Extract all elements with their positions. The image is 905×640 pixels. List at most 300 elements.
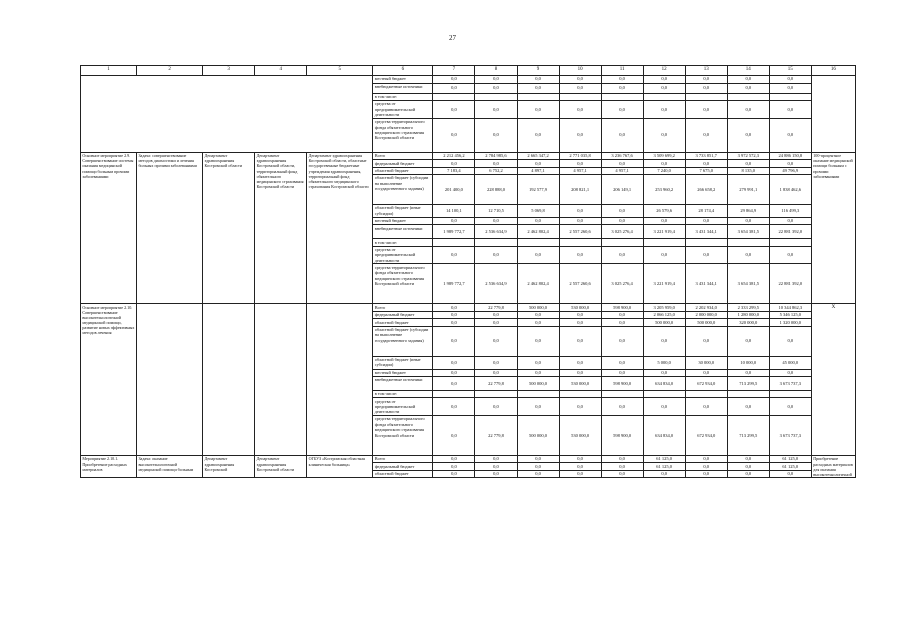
value-cell: 0,0 xyxy=(601,83,643,93)
value-cell: 0,0 xyxy=(685,398,727,416)
value-cell: 2 333 299,5 xyxy=(727,304,769,311)
funding-source-label: средства от предпринимательской деятельности xyxy=(373,100,433,118)
value-cell: 0,0 xyxy=(601,160,643,167)
value-cell: 10 000,0 xyxy=(727,356,769,369)
value-cell: 0,0 xyxy=(601,311,643,318)
column-header: 13 xyxy=(685,66,727,76)
funding-source-label: Всего xyxy=(373,152,433,159)
column-header: 15 xyxy=(769,66,811,76)
value-cell: 0,0 xyxy=(643,100,685,118)
value-cell: 253 960,2 xyxy=(643,175,685,205)
value-cell: 0,0 xyxy=(643,218,685,225)
value-cell: 0,0 xyxy=(475,118,517,152)
value-cell: 0,0 xyxy=(643,83,685,93)
value-cell: 0,0 xyxy=(727,470,769,477)
value-cell: 0,0 xyxy=(559,326,601,356)
value-cell: 0,0 xyxy=(475,456,517,463)
value-cell: 29 864,9 xyxy=(727,205,769,218)
value-cell: 0,0 xyxy=(517,326,559,356)
value-cell: 22 881 392,0 xyxy=(769,264,811,304)
value-cell: 1 989 772,7 xyxy=(433,264,475,304)
value-cell: 0,0 xyxy=(601,118,643,152)
value-cell: 0,0 xyxy=(433,377,475,391)
column-header: 8 xyxy=(475,66,517,76)
value-cell: 0,0 xyxy=(433,100,475,118)
value-cell: 3 654 381,5 xyxy=(727,225,769,239)
table-row xyxy=(81,456,856,463)
column-header: 14 xyxy=(727,66,769,76)
value-cell xyxy=(433,93,475,100)
value-cell: 0,0 xyxy=(685,470,727,477)
funding-source-label: средства территориального фонда обязательного медицинского страхования Костромской области xyxy=(373,264,433,304)
value-cell: 634 834,0 xyxy=(643,377,685,391)
value-cell: 6 752,2 xyxy=(475,167,517,174)
value-cell: 500 000,0 xyxy=(685,319,727,326)
value-cell: 0,0 xyxy=(517,75,559,83)
value-cell: 26 579,6 xyxy=(643,205,685,218)
value-cell: 7 240,0 xyxy=(643,167,685,174)
value-cell: 0,0 xyxy=(433,118,475,152)
value-cell: 713 299,5 xyxy=(727,416,769,456)
value-cell: 0,0 xyxy=(601,463,643,470)
value-cell: 0,0 xyxy=(559,356,601,369)
value-cell xyxy=(769,239,811,246)
value-cell: 22 779,8 xyxy=(475,377,517,391)
value-cell: 0,0 xyxy=(517,369,559,376)
value-cell: 0,0 xyxy=(433,456,475,463)
value-cell: 2 557 260,6 xyxy=(559,264,601,304)
value-cell: 2 212 456,2 xyxy=(433,152,475,159)
column-header: 16 xyxy=(811,66,855,76)
value-cell: 0,0 xyxy=(475,218,517,225)
funding-source-label: внебюджетные источники xyxy=(373,225,433,239)
funding-source-label: федеральный бюджет xyxy=(373,311,433,318)
value-cell: 0,0 xyxy=(769,369,811,376)
value-cell: 0,0 xyxy=(559,369,601,376)
expected-result: X xyxy=(811,304,855,456)
value-cell xyxy=(559,93,601,100)
task-description: Задача: оказание высокотехнологичной медицинской помощи больным xyxy=(137,456,203,478)
value-cell xyxy=(475,239,517,246)
value-cell: 0,0 xyxy=(433,160,475,167)
value-cell xyxy=(769,391,811,398)
value-cell xyxy=(433,239,475,246)
value-cell: 0,0 xyxy=(433,470,475,477)
value-cell: 61 125,0 xyxy=(643,463,685,470)
funding-source-label: Всего xyxy=(373,456,433,463)
funding-source-label: областной бюджет xyxy=(373,319,433,326)
value-cell: 0,0 xyxy=(601,398,643,416)
column-header: 2 xyxy=(137,66,203,76)
value-cell: 530 000,0 xyxy=(559,377,601,391)
value-cell: 30 000,0 xyxy=(685,356,727,369)
value-cell xyxy=(601,93,643,100)
value-cell: 116 499,3 xyxy=(769,205,811,218)
value-cell: 0,0 xyxy=(475,100,517,118)
value-cell: 0,0 xyxy=(769,326,811,356)
value-cell: 0,0 xyxy=(433,398,475,416)
value-cell: 0,0 xyxy=(769,75,811,83)
value-cell: 0,0 xyxy=(475,83,517,93)
value-cell: 4 957,1 xyxy=(559,167,601,174)
value-cell: 192 577,9 xyxy=(517,175,559,205)
value-cell: 5 000,0 xyxy=(643,356,685,369)
column-header: 6 xyxy=(373,66,433,76)
value-cell: 598 900,0 xyxy=(601,377,643,391)
value-cell: 0,0 xyxy=(727,218,769,225)
value-cell: 0,0 xyxy=(433,304,475,311)
value-cell: 28 174,4 xyxy=(685,205,727,218)
value-cell: 2 536 634,9 xyxy=(475,225,517,239)
value-cell: 500 000,0 xyxy=(517,377,559,391)
value-cell xyxy=(517,93,559,100)
value-cell: 0,0 xyxy=(517,463,559,470)
value-cell: 672 934,0 xyxy=(685,416,727,456)
value-cell: 0,0 xyxy=(559,118,601,152)
value-cell: 0,0 xyxy=(727,398,769,416)
value-cell: 598 900,0 xyxy=(601,304,643,311)
activity-name: Основное мероприятие 2.10. Совершенствование высокотехнологичной медицинской помощи, развитие новых эффективных методов лечения xyxy=(81,304,137,456)
funding-source-label: Всего xyxy=(373,304,433,311)
value-cell: 3 733 851,7 xyxy=(685,152,727,159)
value-cell: 3 236 767,6 xyxy=(601,152,643,159)
value-cell: 61 125,0 xyxy=(769,456,811,463)
value-cell: 0,0 xyxy=(601,356,643,369)
value-cell: 500 000,0 xyxy=(517,416,559,456)
value-cell: 3 221 919,4 xyxy=(643,225,685,239)
value-cell: 2 066 125,0 xyxy=(643,311,685,318)
value-cell: 0,0 xyxy=(475,326,517,356)
value-cell: 2 665 347,2 xyxy=(517,152,559,159)
value-cell: 0,0 xyxy=(433,246,475,264)
value-cell: 0,0 xyxy=(475,356,517,369)
value-cell: 61 125,0 xyxy=(643,456,685,463)
value-cell: 0,0 xyxy=(727,100,769,118)
value-cell: 0,0 xyxy=(685,326,727,356)
column-header: 7 xyxy=(433,66,475,76)
value-cell: 0,0 xyxy=(517,160,559,167)
funding-source-label: областной бюджет (иные субсидии) xyxy=(373,205,433,218)
value-cell: 0,0 xyxy=(727,160,769,167)
value-cell: 0,0 xyxy=(685,160,727,167)
value-cell: 0,0 xyxy=(727,326,769,356)
value-cell xyxy=(643,93,685,100)
value-cell xyxy=(769,93,811,100)
value-cell: 0,0 xyxy=(517,470,559,477)
value-cell: 0,0 xyxy=(559,100,601,118)
value-cell: 4 897,1 xyxy=(517,167,559,174)
value-cell: 500 000,0 xyxy=(517,304,559,311)
value-cell: 0,0 xyxy=(517,83,559,93)
value-cell: 5 346 125,0 xyxy=(769,311,811,318)
value-cell: 2 462 802,4 xyxy=(517,225,559,239)
task-description xyxy=(137,304,203,456)
value-cell: 0,0 xyxy=(643,398,685,416)
value-cell xyxy=(727,239,769,246)
value-cell: 0,0 xyxy=(601,246,643,264)
value-cell: 530 000,0 xyxy=(559,304,601,311)
value-cell: 530 000,0 xyxy=(559,416,601,456)
value-cell xyxy=(601,391,643,398)
value-cell: 3 972 572,3 xyxy=(727,152,769,159)
value-cell: 0,0 xyxy=(559,398,601,416)
value-cell xyxy=(685,391,727,398)
value-cell: 266 658,2 xyxy=(685,175,727,205)
value-cell: 0,0 xyxy=(685,246,727,264)
value-cell: 0,0 xyxy=(685,118,727,152)
value-cell xyxy=(475,93,517,100)
funding-source-label: в том числе: xyxy=(373,93,433,100)
value-cell: 0,0 xyxy=(559,319,601,326)
value-cell xyxy=(643,391,685,398)
value-cell: 0,0 xyxy=(769,118,811,152)
funding-source-label: областной бюджет (субсидии на выполнение государственного задания) xyxy=(373,326,433,356)
value-cell: 0,0 xyxy=(475,470,517,477)
column-header: 9 xyxy=(517,66,559,76)
value-cell: 206 149,1 xyxy=(601,175,643,205)
value-cell: 14 100,1 xyxy=(433,205,475,218)
value-cell: 0,0 xyxy=(643,246,685,264)
value-cell: 0,0 xyxy=(517,118,559,152)
value-cell: 49 796,9 xyxy=(769,167,811,174)
funding-source-label: областной бюджет xyxy=(373,470,433,477)
value-cell: 24 886 150,8 xyxy=(769,152,811,159)
value-cell: 0,0 xyxy=(559,463,601,470)
funding-source-label: областной бюджет (субсидии на выполнение государственного задания) xyxy=(373,175,433,205)
value-cell xyxy=(559,391,601,398)
funding-source-label: внебюджетные источники xyxy=(373,83,433,93)
value-cell xyxy=(433,391,475,398)
value-cell: 0,0 xyxy=(685,218,727,225)
responsible-executor: Департамент здравоохранения Костромской xyxy=(203,456,255,478)
value-cell: 0,0 xyxy=(559,311,601,318)
value-cell: 1 989 772,7 xyxy=(433,225,475,239)
value-cell: 3 673 737,3 xyxy=(769,377,811,391)
value-cell xyxy=(517,391,559,398)
co-executor xyxy=(255,304,307,456)
value-cell: 0,0 xyxy=(433,356,475,369)
expected-result: Приобретение расходных материалов для оказания высокотехнологичной xyxy=(811,456,855,478)
value-cell xyxy=(601,239,643,246)
value-cell: 0,0 xyxy=(433,218,475,225)
value-cell: 0,0 xyxy=(769,398,811,416)
value-cell: 0,0 xyxy=(559,470,601,477)
value-cell: 0,0 xyxy=(685,463,727,470)
value-cell: 0,0 xyxy=(643,75,685,83)
value-cell: 0,0 xyxy=(727,118,769,152)
value-cell xyxy=(685,239,727,246)
column-header: 10 xyxy=(559,66,601,76)
value-cell: 7 675,0 xyxy=(685,167,727,174)
value-cell: 0,0 xyxy=(643,470,685,477)
value-cell: 0,0 xyxy=(727,246,769,264)
expected-result: 100-процентное оказание медицинской помощи больным с прочими заболеваниями xyxy=(811,152,855,304)
value-cell: 3 509 699,2 xyxy=(643,152,685,159)
value-cell: 0,0 xyxy=(433,311,475,318)
participant: Департамент здравоохранения Костромской области, областные государственные бюджетные учреждения здравоохранения, территориальный фонд обязательного медицинского страхования Костромской области xyxy=(307,152,373,304)
value-cell: 0,0 xyxy=(769,160,811,167)
empty-cell xyxy=(81,75,373,152)
column-header: 3 xyxy=(203,66,255,76)
value-cell: 0,0 xyxy=(559,83,601,93)
funding-source-label: областной бюджет xyxy=(373,167,433,174)
value-cell: 0,0 xyxy=(517,356,559,369)
value-cell: 0,0 xyxy=(559,75,601,83)
value-cell: 0,0 xyxy=(769,246,811,264)
value-cell: 3 431 344,1 xyxy=(685,225,727,239)
value-cell: 0,0 xyxy=(643,160,685,167)
table-row xyxy=(81,152,856,159)
value-cell: 3 205 959,0 xyxy=(643,304,685,311)
value-cell: 2 784 985,6 xyxy=(475,152,517,159)
value-cell: 1 838 462,6 xyxy=(769,175,811,205)
value-cell: 0,0 xyxy=(727,463,769,470)
funding-source-label: средства территориального фонда обязательного медицинского страхования Костромской области xyxy=(373,416,433,456)
value-cell: 3 221 919,4 xyxy=(643,264,685,304)
value-cell: 12 710,5 xyxy=(475,205,517,218)
value-cell: 0,0 xyxy=(601,319,643,326)
value-cell: 0,0 xyxy=(601,205,643,218)
value-cell: 2 462 802,4 xyxy=(517,264,559,304)
activity-name: Мероприятие 2.10.1. Приобретение расходных материалов xyxy=(81,456,137,478)
value-cell: 0,0 xyxy=(517,100,559,118)
funding-source-label: местный бюджет xyxy=(373,75,433,83)
value-cell xyxy=(685,93,727,100)
value-cell: 2 202 934,0 xyxy=(685,304,727,311)
value-cell: 0,0 xyxy=(727,456,769,463)
value-cell xyxy=(643,239,685,246)
table-row xyxy=(81,75,856,83)
value-cell: 3 431 344,1 xyxy=(685,264,727,304)
value-cell: 0,0 xyxy=(769,83,811,93)
budget-table xyxy=(80,65,856,478)
value-cell: 0,0 xyxy=(559,246,601,264)
responsible-executor xyxy=(203,304,255,456)
value-cell xyxy=(559,239,601,246)
value-cell: 0,0 xyxy=(433,416,475,456)
value-cell: 201 400,0 xyxy=(433,175,475,205)
value-cell: 0,0 xyxy=(517,246,559,264)
value-cell: 4 957,1 xyxy=(601,167,643,174)
value-cell: 0,0 xyxy=(433,326,475,356)
value-cell: 0,0 xyxy=(433,83,475,93)
value-cell: 0,0 xyxy=(727,83,769,93)
value-cell: 598 900,0 xyxy=(601,416,643,456)
value-cell: 0,0 xyxy=(643,118,685,152)
value-cell: 0,0 xyxy=(475,311,517,318)
value-cell: 0,0 xyxy=(685,83,727,93)
column-header: 12 xyxy=(643,66,685,76)
value-cell: 0,0 xyxy=(685,369,727,376)
funding-source-label: средства от предпринимательской деятельности xyxy=(373,246,433,264)
participant xyxy=(307,304,373,456)
value-cell: 0,0 xyxy=(685,75,727,83)
value-cell: 22 881 392,0 xyxy=(769,225,811,239)
value-cell: 0,0 xyxy=(475,319,517,326)
value-cell: 0,0 xyxy=(769,470,811,477)
value-cell: 45 000,0 xyxy=(769,356,811,369)
value-cell: 0,0 xyxy=(475,369,517,376)
value-cell: 0,0 xyxy=(601,456,643,463)
value-cell: 0,0 xyxy=(559,160,601,167)
value-cell: 0,0 xyxy=(601,100,643,118)
column-header: 11 xyxy=(601,66,643,76)
value-cell: 0,0 xyxy=(601,75,643,83)
value-cell: 2 557 260,6 xyxy=(559,225,601,239)
funding-source-label: местный бюджет xyxy=(373,369,433,376)
value-cell: 500 000,0 xyxy=(643,319,685,326)
value-cell: 10 344 862,3 xyxy=(769,304,811,311)
value-cell: 22 779,8 xyxy=(475,304,517,311)
value-cell: 5 069,8 xyxy=(517,205,559,218)
value-cell: 22 779,8 xyxy=(475,416,517,456)
page-number: 27 xyxy=(449,34,456,42)
value-cell: 2 536 634,9 xyxy=(475,264,517,304)
value-cell: 0,0 xyxy=(475,246,517,264)
funding-source-label: федеральный бюджет xyxy=(373,463,433,470)
value-cell: 0,0 xyxy=(517,456,559,463)
value-cell: 0,0 xyxy=(517,319,559,326)
value-cell: 0,0 xyxy=(517,218,559,225)
value-cell: 672 934,0 xyxy=(685,377,727,391)
value-cell: 0,0 xyxy=(517,398,559,416)
value-cell: 0,0 xyxy=(475,398,517,416)
column-header: 4 xyxy=(255,66,307,76)
value-cell: 3 654 381,5 xyxy=(727,264,769,304)
value-cell: 0,0 xyxy=(685,456,727,463)
value-cell: 61 125,0 xyxy=(769,463,811,470)
value-cell: 8 135,0 xyxy=(727,167,769,174)
value-cell: 0,0 xyxy=(475,75,517,83)
value-cell: 0,0 xyxy=(517,311,559,318)
value-cell: 713 299,5 xyxy=(727,377,769,391)
value-cell: 0,0 xyxy=(643,326,685,356)
value-cell: 0,0 xyxy=(601,470,643,477)
value-cell: 2 000 000,0 xyxy=(685,311,727,318)
responsible-executor: Департамент здравоохранения Костромской области xyxy=(203,152,255,304)
column-header-row xyxy=(81,66,856,76)
value-cell: 0,0 xyxy=(475,463,517,470)
column-header: 5 xyxy=(307,66,373,76)
value-cell: 320 000,0 xyxy=(727,319,769,326)
empty-cell xyxy=(811,75,855,152)
value-cell: 0,0 xyxy=(601,369,643,376)
task-description: Задача: совершенствование методов диагностики и лечения больных прочими заболеваниями xyxy=(137,152,203,304)
value-cell: 0,0 xyxy=(643,369,685,376)
value-cell: 228 888,0 xyxy=(475,175,517,205)
value-cell: 0,0 xyxy=(559,218,601,225)
value-cell xyxy=(475,391,517,398)
funding-source-label: в том числе: xyxy=(373,239,433,246)
funding-source-label: местный бюджет xyxy=(373,218,433,225)
value-cell: 0,0 xyxy=(769,100,811,118)
value-cell: 2 771 035,8 xyxy=(559,152,601,159)
value-cell: 279 991,1 xyxy=(727,175,769,205)
value-cell: 634 834,0 xyxy=(643,416,685,456)
value-cell: 1 320 000,0 xyxy=(769,319,811,326)
value-cell: 3 025 276,4 xyxy=(601,225,643,239)
participant: ОГБУЗ «Костромская областная клиническая больница» xyxy=(307,456,373,478)
value-cell: 0,0 xyxy=(727,369,769,376)
co-executor: Департамент здравоохранения Костромской области, территориальный фонд обязательного медицинского страхования Костромской области xyxy=(255,152,307,304)
funding-source-label: областной бюджет (иные субсидии) xyxy=(373,356,433,369)
value-cell: 0,0 xyxy=(769,218,811,225)
value-cell: 0,0 xyxy=(559,456,601,463)
value-cell: 3 673 737,3 xyxy=(769,416,811,456)
funding-source-label: средства от предпринимательской деятельности xyxy=(373,398,433,416)
co-executor: Департамент здравоохранения Костромской области xyxy=(255,456,307,478)
funding-source-label: в том числе: xyxy=(373,391,433,398)
